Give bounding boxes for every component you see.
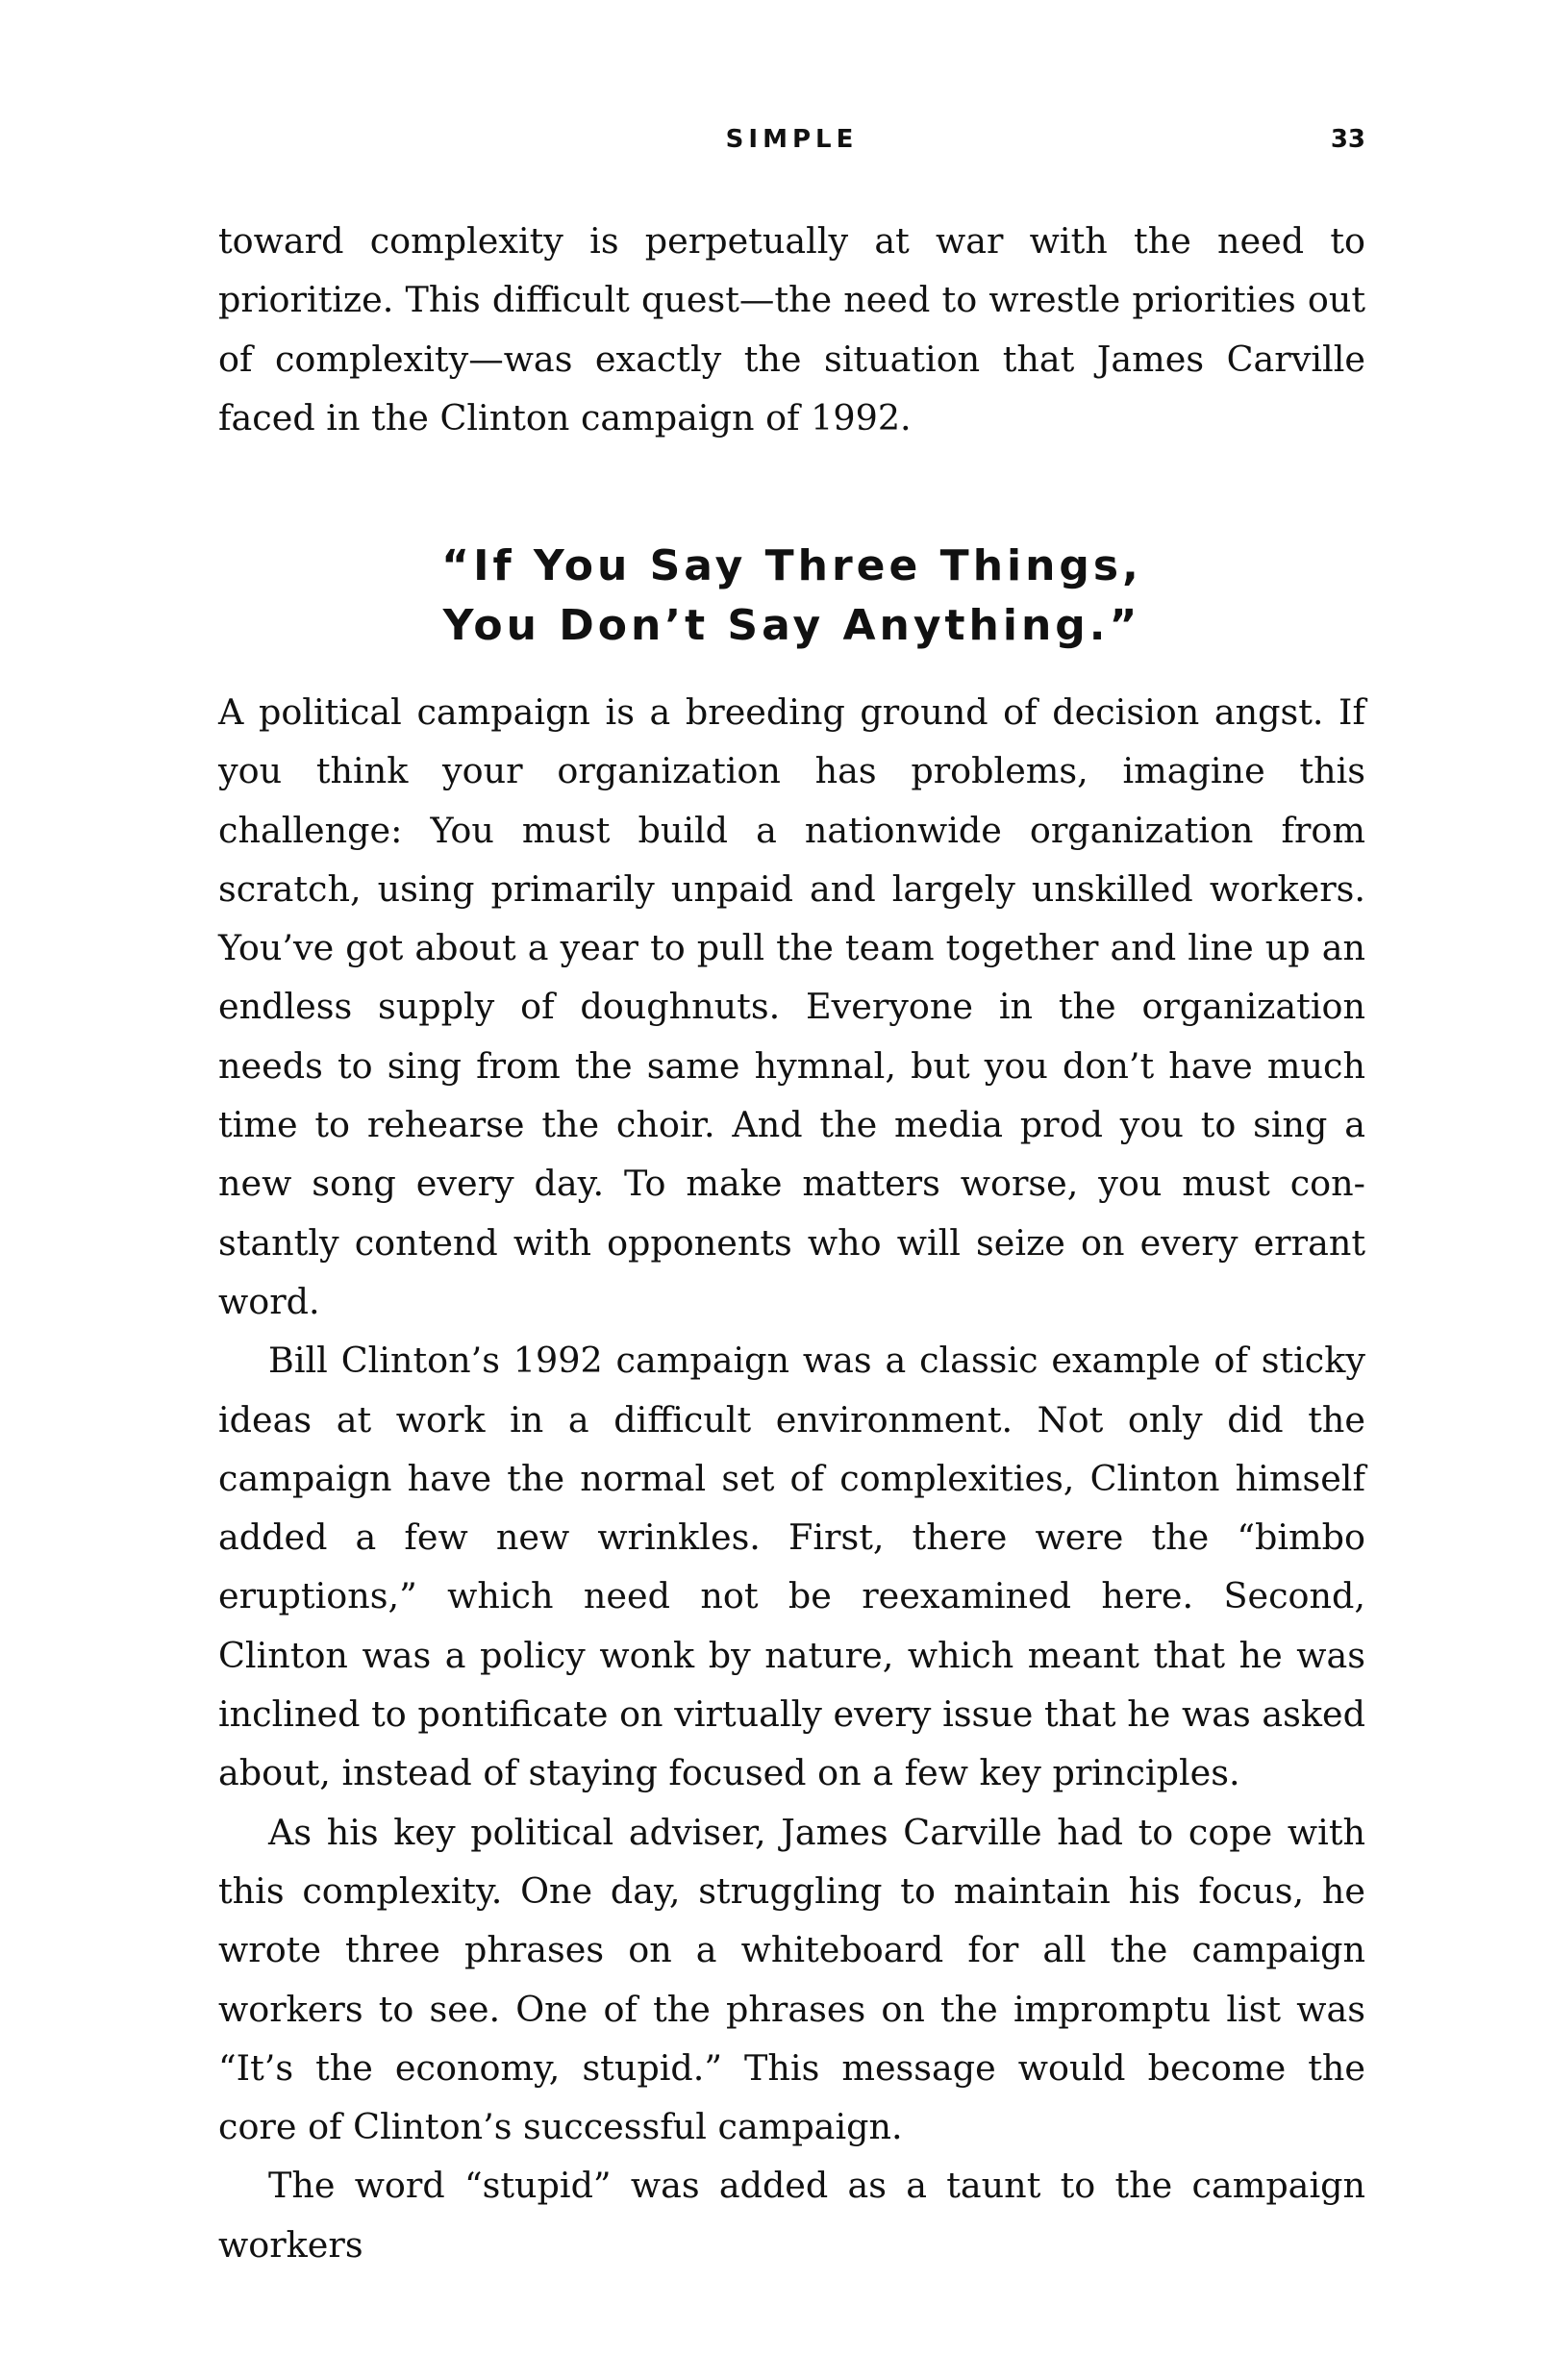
page-number: 33	[1330, 125, 1365, 154]
paragraph-carville: As his key political adviser, James Carville had to cope with this complexity. One day, struggling to maintain his focus, he wrote three phrases on a whiteboard for all the campaign workers to see. One of the phrases on the impromptu list was “It’s the economy, stupid.” This message would become the core of Clinton’s successful campaign.	[218, 1811, 1365, 2148]
running-head	[218, 115, 1365, 163]
intro-paragraph: toward complexity is perpetually at war with the need to prioritize. This difficult quest—the need to wrestle priorities out of complexity—was exactly the situation that James Carville faced in the Clinton campaign of 1992.	[218, 220, 1365, 438]
running-title: SIMPLE	[725, 125, 859, 154]
paragraph-clinton-1992: Bill Clinton’s 1992 campaign was a classic example of sticky ideas at work in a difficult environment. Not only did the campaign have the normal set of complexities, Clinton himself added a few new wrinkles. First, there were the “bimbo eruptions,” which need not be reexamined here. Second, Clinton was a policy wonk by nature, which meant that he was inclined to pontificate on virtually every issue that he was asked about, instead of staying focused on a few key principles.	[218, 1340, 1365, 1794]
main-text-block	[218, 683, 1365, 2274]
intro-text-block	[218, 212, 1365, 447]
section-heading-line-2: You Don’t Say Anything.”	[442, 601, 1141, 650]
paragraph-campaign-angst: A political campaign is a breeding ground of decision angst. If you think your organization has problems, imagine this challenge: You must build a nationwide organization from scratch, using primarily unpaid and largely unskilled workers. You’ve got about a year to pull the team together and line up an endless supply of doughnuts. Everyone in the organization needs to sing from the same hymnal, but you don’t have much time to rehearse the choir. And the media prod you to sing a new song every day. To make matters worse, you must constantly contend with opponents who will seize on every errant word.	[218, 691, 1365, 1322]
section-heading-line-1: “If You Say Three Things,	[441, 541, 1142, 590]
paragraph-stupid-taunt: The word “stupid” was added as a taunt to the campaign workers	[218, 2165, 1365, 2266]
section-heading	[218, 537, 1365, 656]
